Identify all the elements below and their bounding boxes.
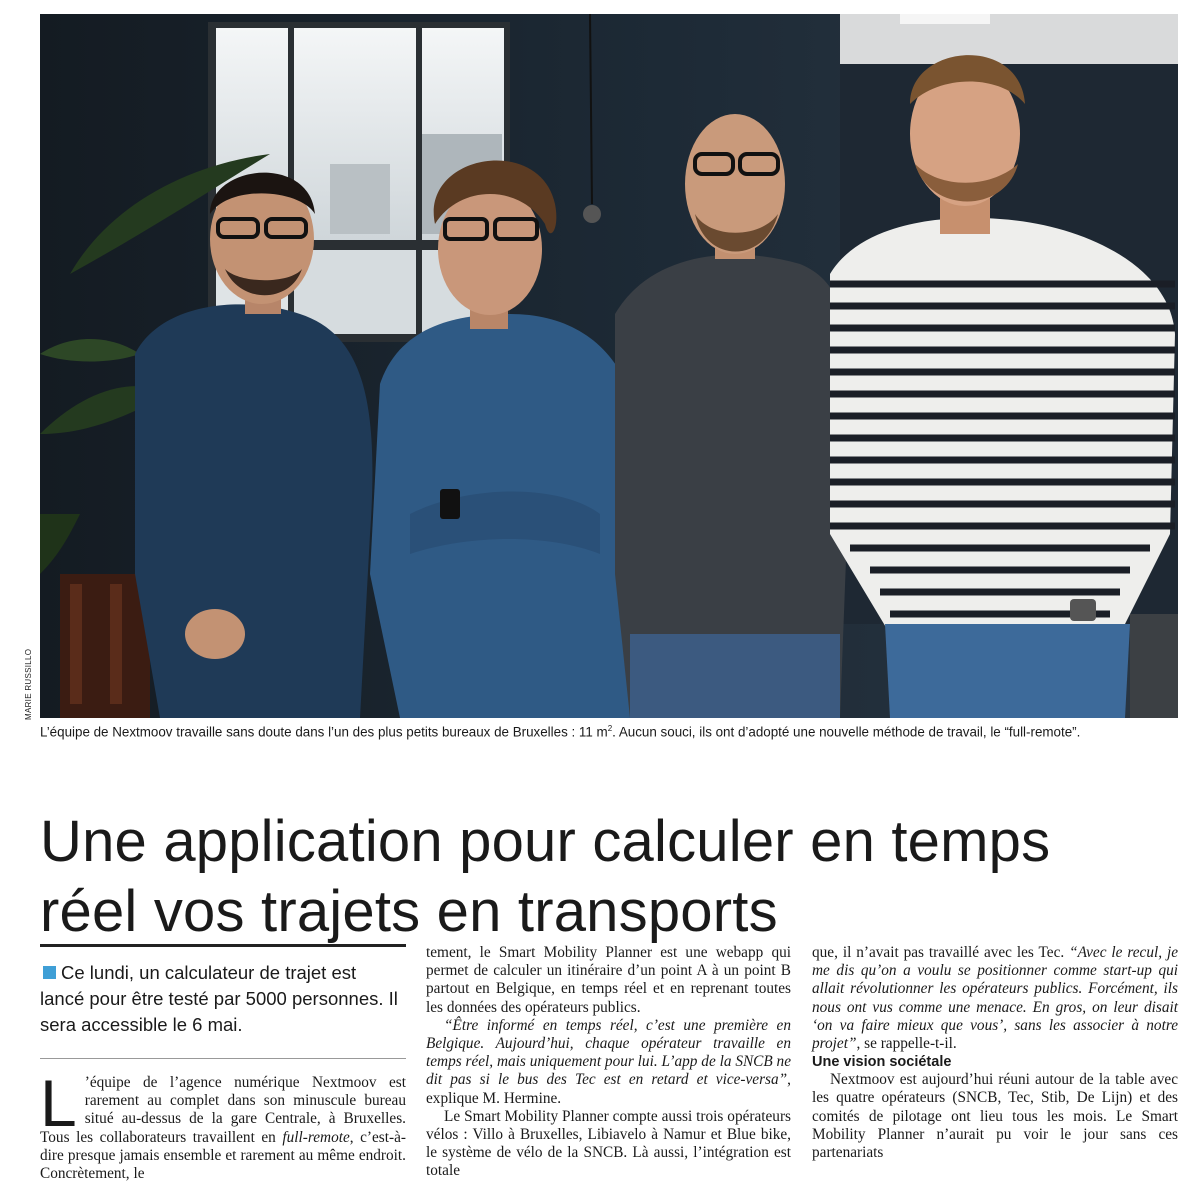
lead-divider xyxy=(40,1058,406,1059)
body-paragraph: Le Smart Mobility Planner compte aussi trois opérateurs vélos : Villo à Bruxelles, Libiavelo à Namur et Blue bike, le système de vélo de la SNCB. Là aussi, l’intégration est totale xyxy=(426,1107,791,1180)
column-2 xyxy=(426,944,791,1181)
headline-line-2: réel vos trajets en transports xyxy=(40,878,778,944)
accent-square-icon xyxy=(43,966,56,979)
body-paragraph: Nextmoov est aujourd’hui réuni autour de la table avec les quatre opérateurs (SNCB, Tec, Stib, De Lijn) et des comités de pilotage ont lieu tous les mois. Le Smart Mobility Planner n’aurait pu voir le jour sans ces partenariats xyxy=(812,1071,1178,1162)
article-headline xyxy=(40,807,1160,947)
body-paragraph xyxy=(426,1017,791,1108)
team-photo-illustration xyxy=(40,14,1178,718)
body-paragraph xyxy=(812,944,1178,1053)
quote-text: “Avec le recul, je me dis qu’on a voulu se positionner comme start-up qui allait révolutionner les opérateurs publics. Forcément, ils nous ont vus comme une menace. En gros, on leur disait ‘on va faire mieux que vous’, sans les associer à notre projet” xyxy=(812,944,1178,1053)
body-paragraph xyxy=(40,1066,406,1183)
col3-text: que, il n’avait pas travaillé avec les Tec. xyxy=(812,944,1070,961)
body-paragraph: tement, le Smart Mobility Planner est une webapp qui permet de calculer un itinéraire d’un point A à un point B partout en Belgique, en temps réel et en reprenant toutes les données des opérateurs publics. xyxy=(426,944,791,1016)
headline-line-1: Une application pour calculer en temps xyxy=(40,808,1051,874)
column-rule-1 xyxy=(40,944,406,947)
section-subhead: Une vision sociétale xyxy=(812,1054,952,1071)
col1-emphasis: full-remote xyxy=(282,1128,350,1146)
lead-text: Ce lundi, un calculateur de trajet est lancé pour être testé par 5000 personnes. Il sera accessible le 6 mai. xyxy=(40,962,398,1035)
photo-credit: MARIE RUSSILLO xyxy=(24,648,33,720)
column-1 xyxy=(40,1066,406,1183)
caption-superscript: 2 xyxy=(607,724,613,733)
drop-cap: L xyxy=(40,1066,77,1140)
team-photo xyxy=(40,14,1178,718)
photo-caption xyxy=(40,724,1180,739)
quote-text: “Être informé en temps réel, c’est une première en Belgique. Aujourd’hui, chaque opérateur travaille en temps réel, mais uniquement pour lui. L’app de la SNCB ne dit pas si le bus des Tec est en retard et vice-versa” xyxy=(426,1016,791,1089)
col1-text-end: , c’est-à-dire presque jamais ensemble et rarement au même endroit. Concrètement, le xyxy=(40,1128,406,1183)
caption-text-end: . Aucun souci, ils ont d’adopté une nouvelle méthode de travail, le “full-remote”. xyxy=(612,724,1081,740)
column-3 xyxy=(812,944,1178,1162)
caption-text: L’équipe de Nextmoov travaille sans doute dans l’un des plus petits bureaux de Bruxelles : 11 m xyxy=(40,724,608,740)
quote-attribution: , explique M. Hermine. xyxy=(426,1071,791,1107)
quote-attribution: , se rappelle-t-il. xyxy=(856,1035,957,1053)
article-lead xyxy=(40,960,398,1038)
col1-text: ’équipe de l’agence numérique Nextmoov est rarement au complet dans son minuscule bureau situé au-dessus de la gare Centrale, à Bruxelles. Tous les collaborateurs travaillent en xyxy=(40,1074,406,1146)
